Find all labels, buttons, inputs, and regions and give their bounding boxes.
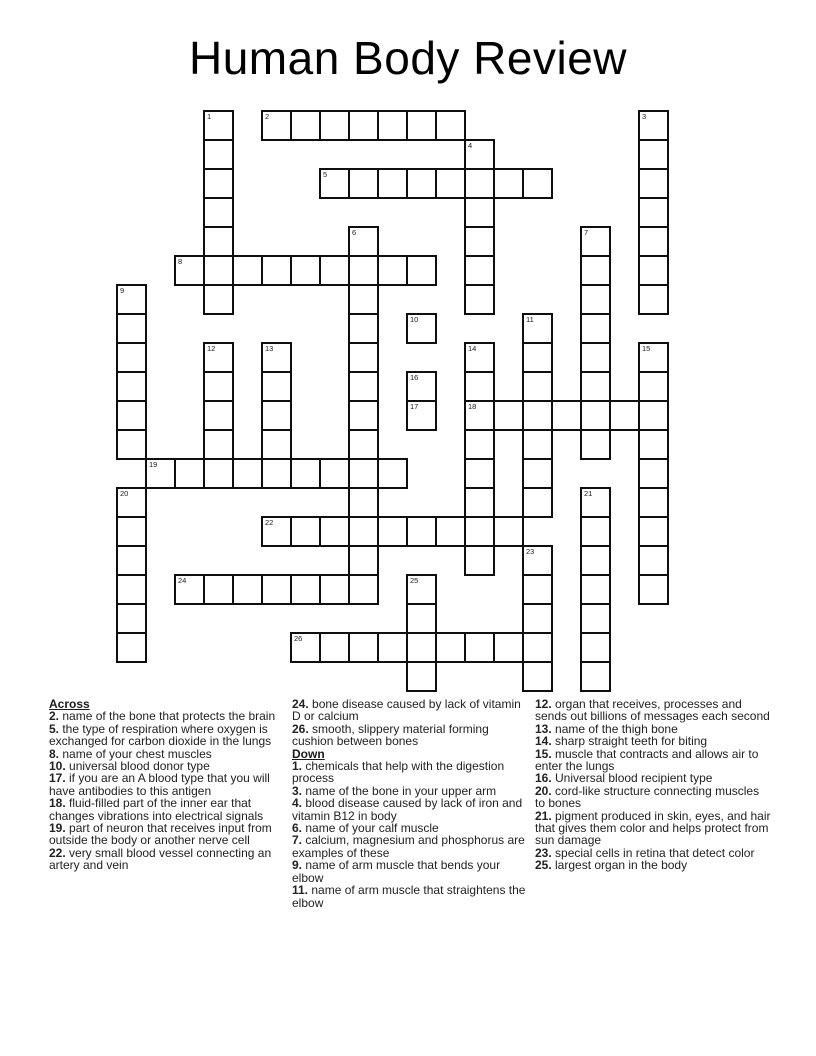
clue-number: 4. [292, 796, 306, 811]
cell-number: 22 [265, 518, 274, 527]
grid-cell[interactable] [580, 226, 611, 257]
clue-text: name of your chest muscles [62, 746, 212, 761]
cell-number: 23 [526, 547, 535, 556]
grid-cell[interactable] [406, 400, 437, 431]
grid-cell[interactable] [493, 168, 524, 199]
grid-cell[interactable] [348, 487, 379, 518]
clue-number: 23. [535, 845, 556, 860]
grid-cell[interactable] [203, 284, 234, 315]
grid-cell[interactable] [203, 429, 234, 460]
grid-cell[interactable] [580, 400, 611, 431]
grid-cell[interactable] [551, 400, 582, 431]
grid-cell[interactable] [580, 603, 611, 634]
clue-column-2 [292, 698, 535, 909]
cell-number: 13 [265, 344, 274, 353]
grid-cell[interactable] [406, 574, 437, 605]
grid-cell[interactable] [638, 487, 669, 518]
grid-cell[interactable] [116, 487, 147, 518]
grid-cell[interactable] [348, 400, 379, 431]
grid-cell[interactable] [290, 255, 321, 286]
cell-number: 25 [410, 576, 419, 585]
grid-cell[interactable] [638, 342, 669, 373]
clue-item [535, 859, 771, 871]
grid-cell[interactable] [203, 342, 234, 373]
clue-number: 6. [292, 821, 306, 836]
clue-number: 12. [535, 697, 556, 711]
grid-cell[interactable] [522, 487, 553, 518]
grid-cell[interactable] [203, 197, 234, 228]
grid-cell[interactable] [638, 226, 669, 257]
clue-item [535, 698, 771, 723]
grid-cell[interactable] [580, 516, 611, 547]
clue-number: 25. [535, 858, 556, 873]
clue-number: 15. [535, 746, 556, 761]
clue-text: universal blood donor type [69, 759, 210, 774]
clue-column-3 [535, 698, 778, 909]
grid-cell[interactable] [203, 139, 234, 170]
grid-cell[interactable] [406, 661, 437, 692]
grid-cell[interactable] [348, 284, 379, 315]
grid-cell[interactable] [203, 400, 234, 431]
grid-cell[interactable] [348, 371, 379, 402]
grid-cell[interactable] [580, 371, 611, 402]
grid-cell[interactable] [261, 574, 292, 605]
clue-item [535, 810, 771, 847]
cell-number: 12 [207, 344, 216, 353]
clue-item [292, 723, 528, 748]
grid-cell[interactable] [232, 458, 263, 489]
grid-cell[interactable] [377, 632, 408, 663]
cell-number: 9 [120, 286, 125, 295]
grid-cell[interactable] [464, 429, 495, 460]
clue-text: chemicals that help with the digestion process [292, 759, 505, 786]
clue-number: 14. [535, 734, 556, 749]
grid-cell[interactable] [638, 574, 669, 605]
clue-text: cord-like structure connecting muscles to bones [535, 783, 760, 811]
clue-text: largest organ in the body [555, 858, 688, 873]
grid-cell[interactable] [290, 632, 321, 663]
grid-cell[interactable] [580, 487, 611, 518]
grid-cell[interactable] [638, 516, 669, 547]
cell-number: 7 [584, 228, 589, 237]
clue-item [292, 834, 528, 859]
grid-cell[interactable] [145, 458, 176, 489]
cell-number: 3 [642, 112, 647, 121]
grid-cell[interactable] [319, 632, 350, 663]
grid-cell[interactable] [638, 284, 669, 315]
clue-item [292, 884, 528, 909]
clue-number: 19. [49, 821, 70, 836]
grid-cell[interactable] [203, 458, 234, 489]
clues-section [49, 698, 779, 909]
clue-item [49, 723, 285, 748]
grid-cell[interactable] [580, 545, 611, 576]
cell-number: 1 [207, 112, 212, 121]
grid-cell[interactable] [261, 342, 292, 373]
clue-text: part of neuron that receives input from outside the body or another nerve cell [49, 821, 272, 848]
grid-cell[interactable] [348, 168, 379, 199]
grid-cell[interactable] [522, 458, 553, 489]
grid-cell[interactable] [638, 139, 669, 170]
clue-number: 13. [535, 721, 556, 736]
grid-cell[interactable] [377, 516, 408, 547]
cell-number: 16 [410, 373, 419, 382]
grid-cell[interactable] [638, 545, 669, 576]
page-title: Human Body Review [188, 32, 628, 84]
grid-cell[interactable] [638, 110, 669, 141]
grid-cell[interactable] [174, 574, 205, 605]
clue-number: 1. [292, 759, 306, 774]
grid-cell[interactable] [290, 110, 321, 141]
grid-cell[interactable] [522, 342, 553, 373]
down-heading: Down [292, 746, 325, 761]
grid-cell[interactable] [464, 255, 495, 286]
grid-cell[interactable] [580, 284, 611, 315]
clue-number: 26. [292, 721, 313, 736]
clue-text: the type of respiration where oxygen is exchanged for carbon dioxide in the lungs [49, 721, 272, 749]
grid-cell[interactable] [464, 545, 495, 576]
grid-cell[interactable] [261, 255, 292, 286]
cell-number: 2 [265, 112, 270, 121]
grid-cell[interactable] [377, 255, 408, 286]
clue-number: 5. [49, 721, 63, 736]
grid-cell[interactable] [406, 255, 437, 286]
grid-cell[interactable] [522, 545, 553, 576]
cell-number: 26 [294, 634, 303, 643]
clue-item [49, 822, 285, 847]
clue-number: 8. [49, 746, 63, 761]
clue-number: 16. [535, 771, 556, 786]
clue-text: name of arm muscle that bends your elbow [292, 858, 501, 885]
cell-number: 14 [468, 344, 477, 353]
cell-number: 10 [410, 315, 419, 324]
grid-cell[interactable] [522, 632, 553, 663]
clue-item [535, 785, 771, 810]
grid-cell[interactable] [638, 458, 669, 489]
grid-cell[interactable] [464, 197, 495, 228]
grid-cell[interactable] [638, 197, 669, 228]
clue-number: 7. [292, 833, 306, 848]
grid-cell[interactable] [261, 371, 292, 402]
clue-item [292, 760, 528, 785]
cell-number: 18 [468, 402, 477, 411]
grid-cell[interactable] [406, 168, 437, 199]
grid-cell[interactable] [348, 226, 379, 257]
grid-cell[interactable] [464, 516, 495, 547]
clue-number: 10. [49, 759, 70, 774]
grid-cell[interactable] [203, 226, 234, 257]
grid-cell[interactable] [406, 313, 437, 344]
grid-cell[interactable] [464, 458, 495, 489]
clue-item [49, 847, 285, 872]
cell-number: 4 [468, 141, 473, 150]
clue-text: blood disease caused by lack of iron and vitamin B12 in body [292, 796, 523, 823]
grid-cell[interactable] [261, 400, 292, 431]
grid-cell[interactable] [609, 400, 640, 431]
grid-cell[interactable] [319, 168, 350, 199]
grid-cell[interactable] [522, 603, 553, 634]
clue-number: 3. [292, 783, 306, 798]
clue-text: smooth, slippery material forming cushion between bones [292, 721, 489, 749]
grid-cell[interactable] [203, 574, 234, 605]
grid-cell[interactable] [116, 574, 147, 605]
grid-cell[interactable] [464, 632, 495, 663]
grid-cell[interactable] [522, 429, 553, 460]
grid-cell[interactable] [464, 168, 495, 199]
clue-number: 22. [49, 845, 70, 860]
cell-number: 11 [526, 315, 534, 324]
grid-cell[interactable] [435, 168, 466, 199]
clue-text: name of the bone in your upper arm [305, 783, 497, 798]
grid-cell[interactable] [232, 255, 263, 286]
grid-cell[interactable] [406, 603, 437, 634]
grid-cell[interactable] [290, 574, 321, 605]
across-heading: Across [49, 697, 90, 711]
grid-cell[interactable] [377, 168, 408, 199]
clue-text: pigment produced in skin, eyes, and hair that gives them color and helps protect from sun damage [535, 808, 771, 848]
grid-cell[interactable] [348, 516, 379, 547]
grid-cell[interactable] [522, 574, 553, 605]
clue-number: 21. [535, 808, 556, 823]
grid-cell[interactable] [522, 168, 553, 199]
clue-number: 9. [292, 858, 306, 873]
clue-item [535, 748, 771, 773]
grid-cell[interactable] [116, 429, 147, 460]
grid-cell[interactable] [290, 458, 321, 489]
cell-number: 17 [410, 402, 419, 411]
clue-text: name of the thigh bone [555, 721, 678, 736]
grid-cell[interactable] [232, 574, 263, 605]
grid-cell[interactable] [638, 400, 669, 431]
clue-text: name of the bone that protects the brain [62, 709, 276, 724]
grid-cell[interactable] [580, 255, 611, 286]
grid-cell[interactable] [522, 371, 553, 402]
grid-cell[interactable] [580, 632, 611, 663]
grid-cell[interactable] [522, 400, 553, 431]
cell-number: 15 [642, 344, 651, 353]
grid-cell[interactable] [638, 255, 669, 286]
grid-cell[interactable] [580, 574, 611, 605]
cell-number: 8 [178, 257, 183, 266]
grid-cell[interactable] [116, 284, 147, 315]
clue-number: 24. [292, 697, 313, 711]
clue-column-1 [49, 698, 292, 909]
grid-cell[interactable] [290, 516, 321, 547]
grid-cell[interactable] [377, 110, 408, 141]
grid-cell[interactable] [580, 342, 611, 373]
grid-cell[interactable] [464, 284, 495, 315]
grid-cell[interactable] [174, 458, 205, 489]
clue-text: name of arm muscle that straightens the elbow [292, 883, 526, 910]
grid-cell[interactable] [406, 371, 437, 402]
grid-cell[interactable] [638, 371, 669, 402]
grid-cell[interactable] [319, 516, 350, 547]
clue-item [292, 859, 528, 884]
grid-cell[interactable] [319, 110, 350, 141]
clue-item [49, 797, 285, 822]
grid-cell[interactable] [203, 168, 234, 199]
cell-number: 21 [584, 489, 593, 498]
grid-cell[interactable] [464, 342, 495, 373]
clue-item [49, 772, 285, 797]
grid-cell[interactable] [116, 400, 147, 431]
grid-cell[interactable] [638, 168, 669, 199]
grid-cell[interactable] [464, 371, 495, 402]
grid-cell[interactable] [116, 313, 147, 344]
clue-text: muscle that contracts and allows air to enter the lungs [535, 746, 759, 774]
grid-cell[interactable] [464, 139, 495, 170]
grid-cell[interactable] [116, 632, 147, 663]
grid-cell[interactable] [493, 400, 524, 431]
grid-cell[interactable] [116, 371, 147, 402]
grid-cell[interactable] [261, 110, 292, 141]
grid-cell[interactable] [580, 661, 611, 692]
grid-cell[interactable] [348, 458, 379, 489]
cell-number: 20 [120, 489, 129, 498]
grid-cell[interactable] [203, 255, 234, 286]
grid-cell[interactable] [580, 429, 611, 460]
grid-cell[interactable] [522, 661, 553, 692]
grid-cell[interactable] [435, 516, 466, 547]
grid-cell[interactable] [522, 313, 553, 344]
grid-cell[interactable] [203, 110, 234, 141]
grid-cell[interactable] [406, 516, 437, 547]
grid-cell[interactable] [406, 110, 437, 141]
grid-cell[interactable] [464, 400, 495, 431]
clue-text: special cells in retina that detect color [555, 845, 755, 860]
grid-cell[interactable] [348, 255, 379, 286]
grid-cell[interactable] [319, 458, 350, 489]
clue-text: bone disease caused by lack of vitamin D or calcium [292, 697, 521, 724]
grid-cell[interactable] [348, 313, 379, 344]
grid-cell[interactable] [261, 516, 292, 547]
clue-text: name of your calf muscle [305, 821, 439, 836]
grid-cell[interactable] [435, 110, 466, 141]
clue-text: fluid-filled part of the inner ear that changes vibrations into electrical signals [49, 796, 264, 823]
grid-cell[interactable] [116, 545, 147, 576]
grid-cell[interactable] [348, 545, 379, 576]
grid-cell[interactable] [406, 632, 437, 663]
grid-cell[interactable] [261, 458, 292, 489]
grid-cell[interactable] [348, 342, 379, 373]
clue-number: 20. [535, 783, 556, 798]
grid-cell[interactable] [638, 429, 669, 460]
clue-item [292, 698, 528, 723]
grid-cell[interactable] [348, 632, 379, 663]
grid-cell[interactable] [464, 487, 495, 518]
grid-cell[interactable] [261, 429, 292, 460]
grid-cell[interactable] [493, 516, 524, 547]
grid-cell[interactable] [174, 255, 205, 286]
clue-text: calcium, magnesium and phosphorus are examples of these [292, 833, 525, 860]
clue-text: sharp straight teeth for biting [555, 734, 708, 749]
grid-cell[interactable] [377, 458, 408, 489]
grid-cell[interactable] [348, 429, 379, 460]
grid-cell[interactable] [116, 516, 147, 547]
grid-cell[interactable] [348, 110, 379, 141]
cell-number: 24 [178, 576, 187, 585]
grid-cell[interactable] [493, 632, 524, 663]
cell-number: 5 [323, 170, 328, 179]
cell-number: 19 [149, 460, 158, 469]
clue-number: 17. [49, 771, 70, 786]
grid-cell[interactable] [319, 574, 350, 605]
clue-number: 18. [49, 796, 70, 811]
grid-cell[interactable] [116, 603, 147, 634]
clue-text: organ that receives, processes and sends out billions of messages each second [535, 697, 770, 724]
clue-number: 11. [292, 883, 312, 898]
clue-item [292, 797, 528, 822]
grid-cell[interactable] [203, 371, 234, 402]
clue-text: if you are an A blood type that you will have antibodies to this antigen [49, 771, 270, 798]
grid-cell[interactable] [116, 342, 147, 373]
grid-cell[interactable] [348, 574, 379, 605]
clue-text: very small blood vessel connecting an artery and vein [49, 845, 272, 873]
clue-text: Universal blood recipient type [555, 771, 713, 786]
clue-number: 2. [49, 709, 63, 724]
grid-cell[interactable] [435, 632, 466, 663]
grid-cell[interactable] [580, 313, 611, 344]
grid-cell[interactable] [464, 226, 495, 257]
grid-cell[interactable] [319, 255, 350, 286]
cell-number: 6 [352, 228, 357, 237]
